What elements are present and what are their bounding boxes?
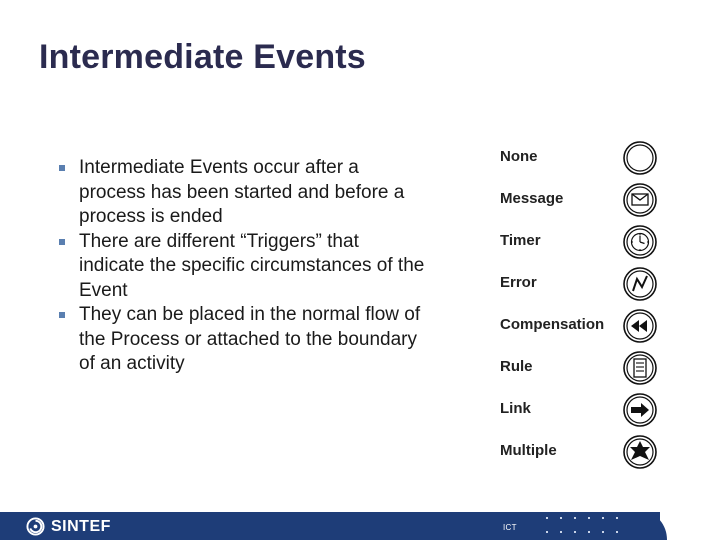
bullet-square-icon [59, 239, 65, 245]
none-event-icon [622, 140, 658, 176]
error-lightning-icon [622, 266, 658, 302]
decor-dot [574, 517, 576, 519]
slide-title: Intermediate Events [39, 38, 366, 76]
event-label: None [500, 148, 538, 165]
event-row-timer [498, 224, 668, 260]
sintef-logo-icon [26, 517, 45, 536]
decor-dot [616, 531, 618, 533]
event-label: Compensation [500, 316, 605, 333]
event-types-legend [498, 138, 668, 470]
link-arrow-icon [622, 392, 658, 428]
footer-curve [643, 512, 667, 540]
event-label: Multiple [500, 442, 557, 459]
decor-dot [560, 531, 562, 533]
decor-dot [560, 517, 562, 519]
multiple-star-icon [622, 434, 658, 470]
decor-dot [546, 531, 548, 533]
decor-dot [574, 531, 576, 533]
event-label: Timer [500, 232, 541, 249]
event-row-none [498, 140, 668, 176]
bullet-item: They can be placed in the normal flow of the Process or attached to the boundary of an activity [58, 303, 428, 377]
logo-text: SINTEF [51, 518, 111, 535]
message-envelope-icon [622, 182, 658, 218]
bullet-item: Intermediate Events occur after a process has been started and before a process is ended [58, 156, 428, 230]
decor-dot [616, 517, 618, 519]
decor-dot [588, 531, 590, 533]
event-row-message [498, 182, 668, 218]
decor-dot [602, 517, 604, 519]
event-row-rule [498, 350, 668, 386]
compensation-rewind-icon [622, 308, 658, 344]
bullet-item: There are different “Triggers” that indicate the specific circumstances of the Event [58, 230, 428, 304]
event-row-link [498, 392, 668, 428]
division-label: ICT [503, 523, 517, 532]
event-label: Message [500, 190, 564, 207]
bullet-list [58, 156, 428, 377]
decorative-dot-grid [546, 517, 626, 537]
event-row-multiple [498, 434, 668, 470]
rule-document-icon [622, 350, 658, 386]
decor-dot [602, 531, 604, 533]
event-label: Link [500, 400, 531, 417]
bullet-square-icon [59, 165, 65, 171]
event-label: Error [500, 274, 537, 291]
bullet-square-icon [59, 312, 65, 318]
footer-bar [0, 512, 720, 540]
event-label: Rule [500, 358, 533, 375]
event-row-compensation [498, 308, 668, 344]
timer-clock-icon [622, 224, 658, 260]
event-row-error [498, 266, 668, 302]
decor-dot [588, 517, 590, 519]
decor-dot [546, 517, 548, 519]
